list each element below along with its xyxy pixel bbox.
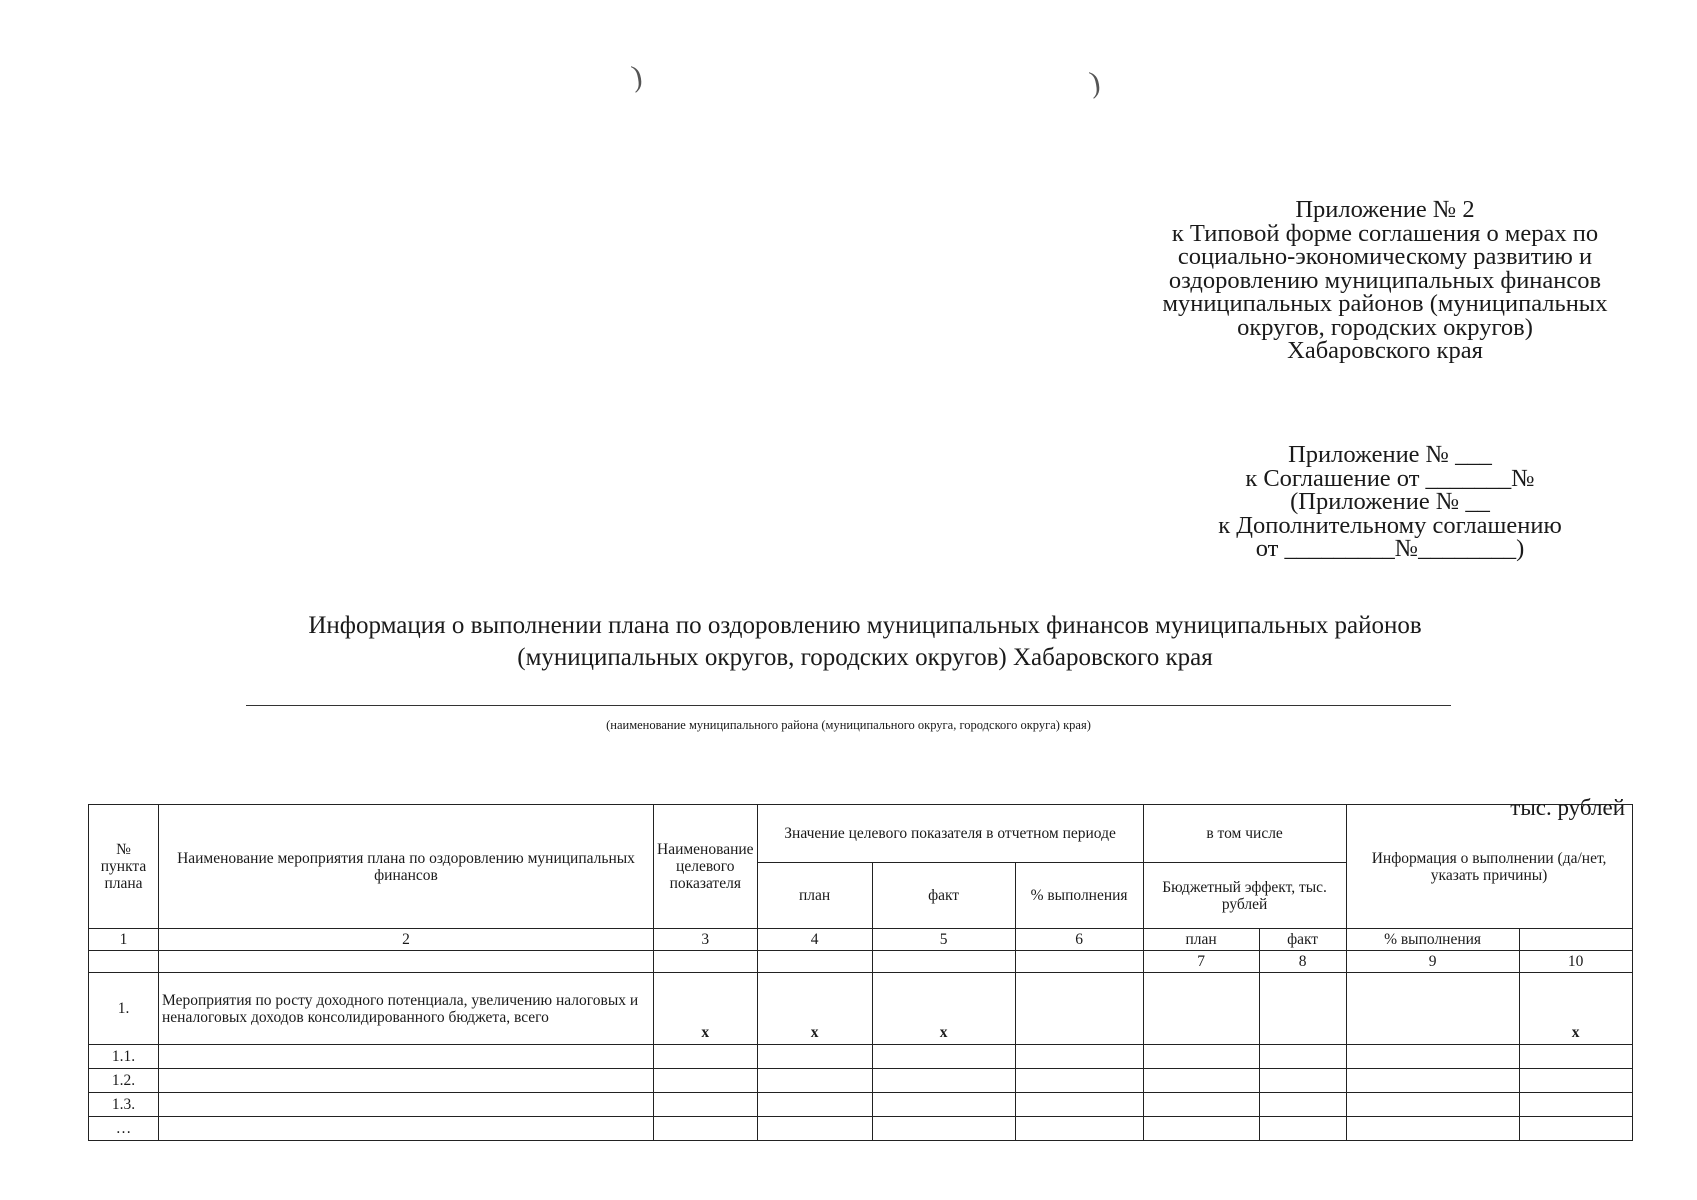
row-number: 1. bbox=[89, 973, 159, 1045]
row-spacer bbox=[654, 951, 758, 973]
row-budget-fact-cell bbox=[1259, 973, 1346, 1045]
col-number-7: 7 bbox=[1143, 951, 1259, 973]
scan-mark-left: ) bbox=[629, 59, 645, 94]
row-spacer bbox=[757, 951, 872, 973]
row-budget-plan-cell bbox=[1143, 973, 1259, 1045]
title-line-1: Информация о выполнении плана по оздоровлению муниципальных финансов муниципальных районов bbox=[308, 612, 1422, 639]
table-row bbox=[89, 1093, 1633, 1117]
header-budget-plan: план bbox=[1143, 929, 1259, 951]
row-spacer bbox=[89, 951, 159, 973]
document-title bbox=[190, 610, 1540, 674]
col-number-8: 8 bbox=[1259, 951, 1346, 973]
appendix-line: Приложение № 2 bbox=[1295, 196, 1475, 223]
agreement-line: к Дополнительному соглашению bbox=[1218, 511, 1562, 539]
agreement-line: от _________№________) bbox=[1255, 535, 1525, 562]
table-row bbox=[89, 1045, 1633, 1069]
table-row bbox=[89, 1069, 1633, 1093]
row-indicator-cell: x bbox=[654, 973, 758, 1045]
header-empty bbox=[1519, 929, 1632, 951]
appendix-line: социально-экономическому развитию и bbox=[1177, 243, 1593, 270]
row-spacer bbox=[872, 951, 1015, 973]
col-number-9: 9 bbox=[1346, 951, 1519, 973]
table-row-main bbox=[89, 973, 1633, 1045]
row-number: 1.3. bbox=[89, 1093, 159, 1117]
appendix-line: к Типовой форме соглашения о мерах по bbox=[1171, 219, 1599, 247]
agreement-reference bbox=[1180, 443, 1600, 561]
header-indicator-name: Наименование целевого показателя bbox=[654, 805, 758, 929]
col-number-4: 4 bbox=[757, 929, 872, 951]
header-activity-name: Наименование мероприятия плана по оздоровлению муниципальных финансов bbox=[159, 805, 654, 929]
scan-mark-right: ) bbox=[1087, 65, 1103, 100]
appendix-line: муниципальных районов (муниципальных bbox=[1162, 290, 1608, 317]
header-budget-percent: % выполнения bbox=[1346, 929, 1519, 951]
header-budget-fact: факт bbox=[1259, 929, 1346, 951]
col-number-10: 10 bbox=[1519, 951, 1632, 973]
row-spacer bbox=[1015, 951, 1143, 973]
header-percent: % выполнения bbox=[1015, 863, 1143, 929]
header-including: в том числе bbox=[1143, 805, 1346, 863]
municipality-name-line bbox=[246, 705, 1451, 706]
col-number-5: 5 bbox=[872, 929, 1015, 951]
header-budget-effect: Бюджетный эффект, тыс. рублей bbox=[1143, 863, 1346, 929]
row-number: 1.2. bbox=[89, 1069, 159, 1093]
row-info-cell: x bbox=[1519, 973, 1632, 1045]
header-target-value-group: Значение целевого показателя в отчетном периоде bbox=[757, 805, 1143, 863]
agreement-line: к Соглашение от _______№ bbox=[1245, 464, 1535, 492]
header-fact: факт bbox=[872, 863, 1015, 929]
row-percent-cell bbox=[1015, 973, 1143, 1045]
appendix-line: округов, городских округов) bbox=[1237, 313, 1533, 341]
header-execution-info: Информация о выполнении (да/нет, указать причины) bbox=[1346, 805, 1632, 929]
plan-execution-table bbox=[88, 804, 1633, 1141]
row-number: 1.1. bbox=[89, 1045, 159, 1069]
appendix-header bbox=[1115, 198, 1655, 363]
appendix-line: Хабаровского края bbox=[1287, 337, 1483, 364]
title-line-2: (муниципальных округов, городских округов) Хабаровского края bbox=[517, 644, 1213, 671]
col-number-3: 3 bbox=[654, 929, 758, 951]
header-item-number: № пункта плана bbox=[89, 805, 159, 929]
municipality-name-caption: (наименование муниципального района (муниципального округа, городского округа) края) bbox=[606, 718, 1091, 732]
col-number-1: 1 bbox=[89, 929, 159, 951]
row-budget-percent-cell bbox=[1346, 973, 1519, 1045]
col-number-6: 6 bbox=[1015, 929, 1143, 951]
table-row bbox=[89, 1117, 1633, 1141]
agreement-line: Приложение № ___ bbox=[1288, 441, 1492, 468]
appendix-line: оздоровлению муниципальных финансов bbox=[1168, 266, 1602, 294]
unit-label: тыс. рублей bbox=[1510, 795, 1625, 820]
row-activity-name: Мероприятия по росту доходного потенциала, увеличению налоговых и неналоговых доходов консолидированного бюджета, всего bbox=[159, 973, 654, 1045]
row-plan-cell: x bbox=[757, 973, 872, 1045]
row-spacer bbox=[159, 951, 654, 973]
row-fact-cell: x bbox=[872, 973, 1015, 1045]
row-number: … bbox=[89, 1117, 159, 1141]
agreement-line: (Приложение № __ bbox=[1290, 488, 1490, 515]
col-number-2: 2 bbox=[159, 929, 654, 951]
header-plan: план bbox=[757, 863, 872, 929]
